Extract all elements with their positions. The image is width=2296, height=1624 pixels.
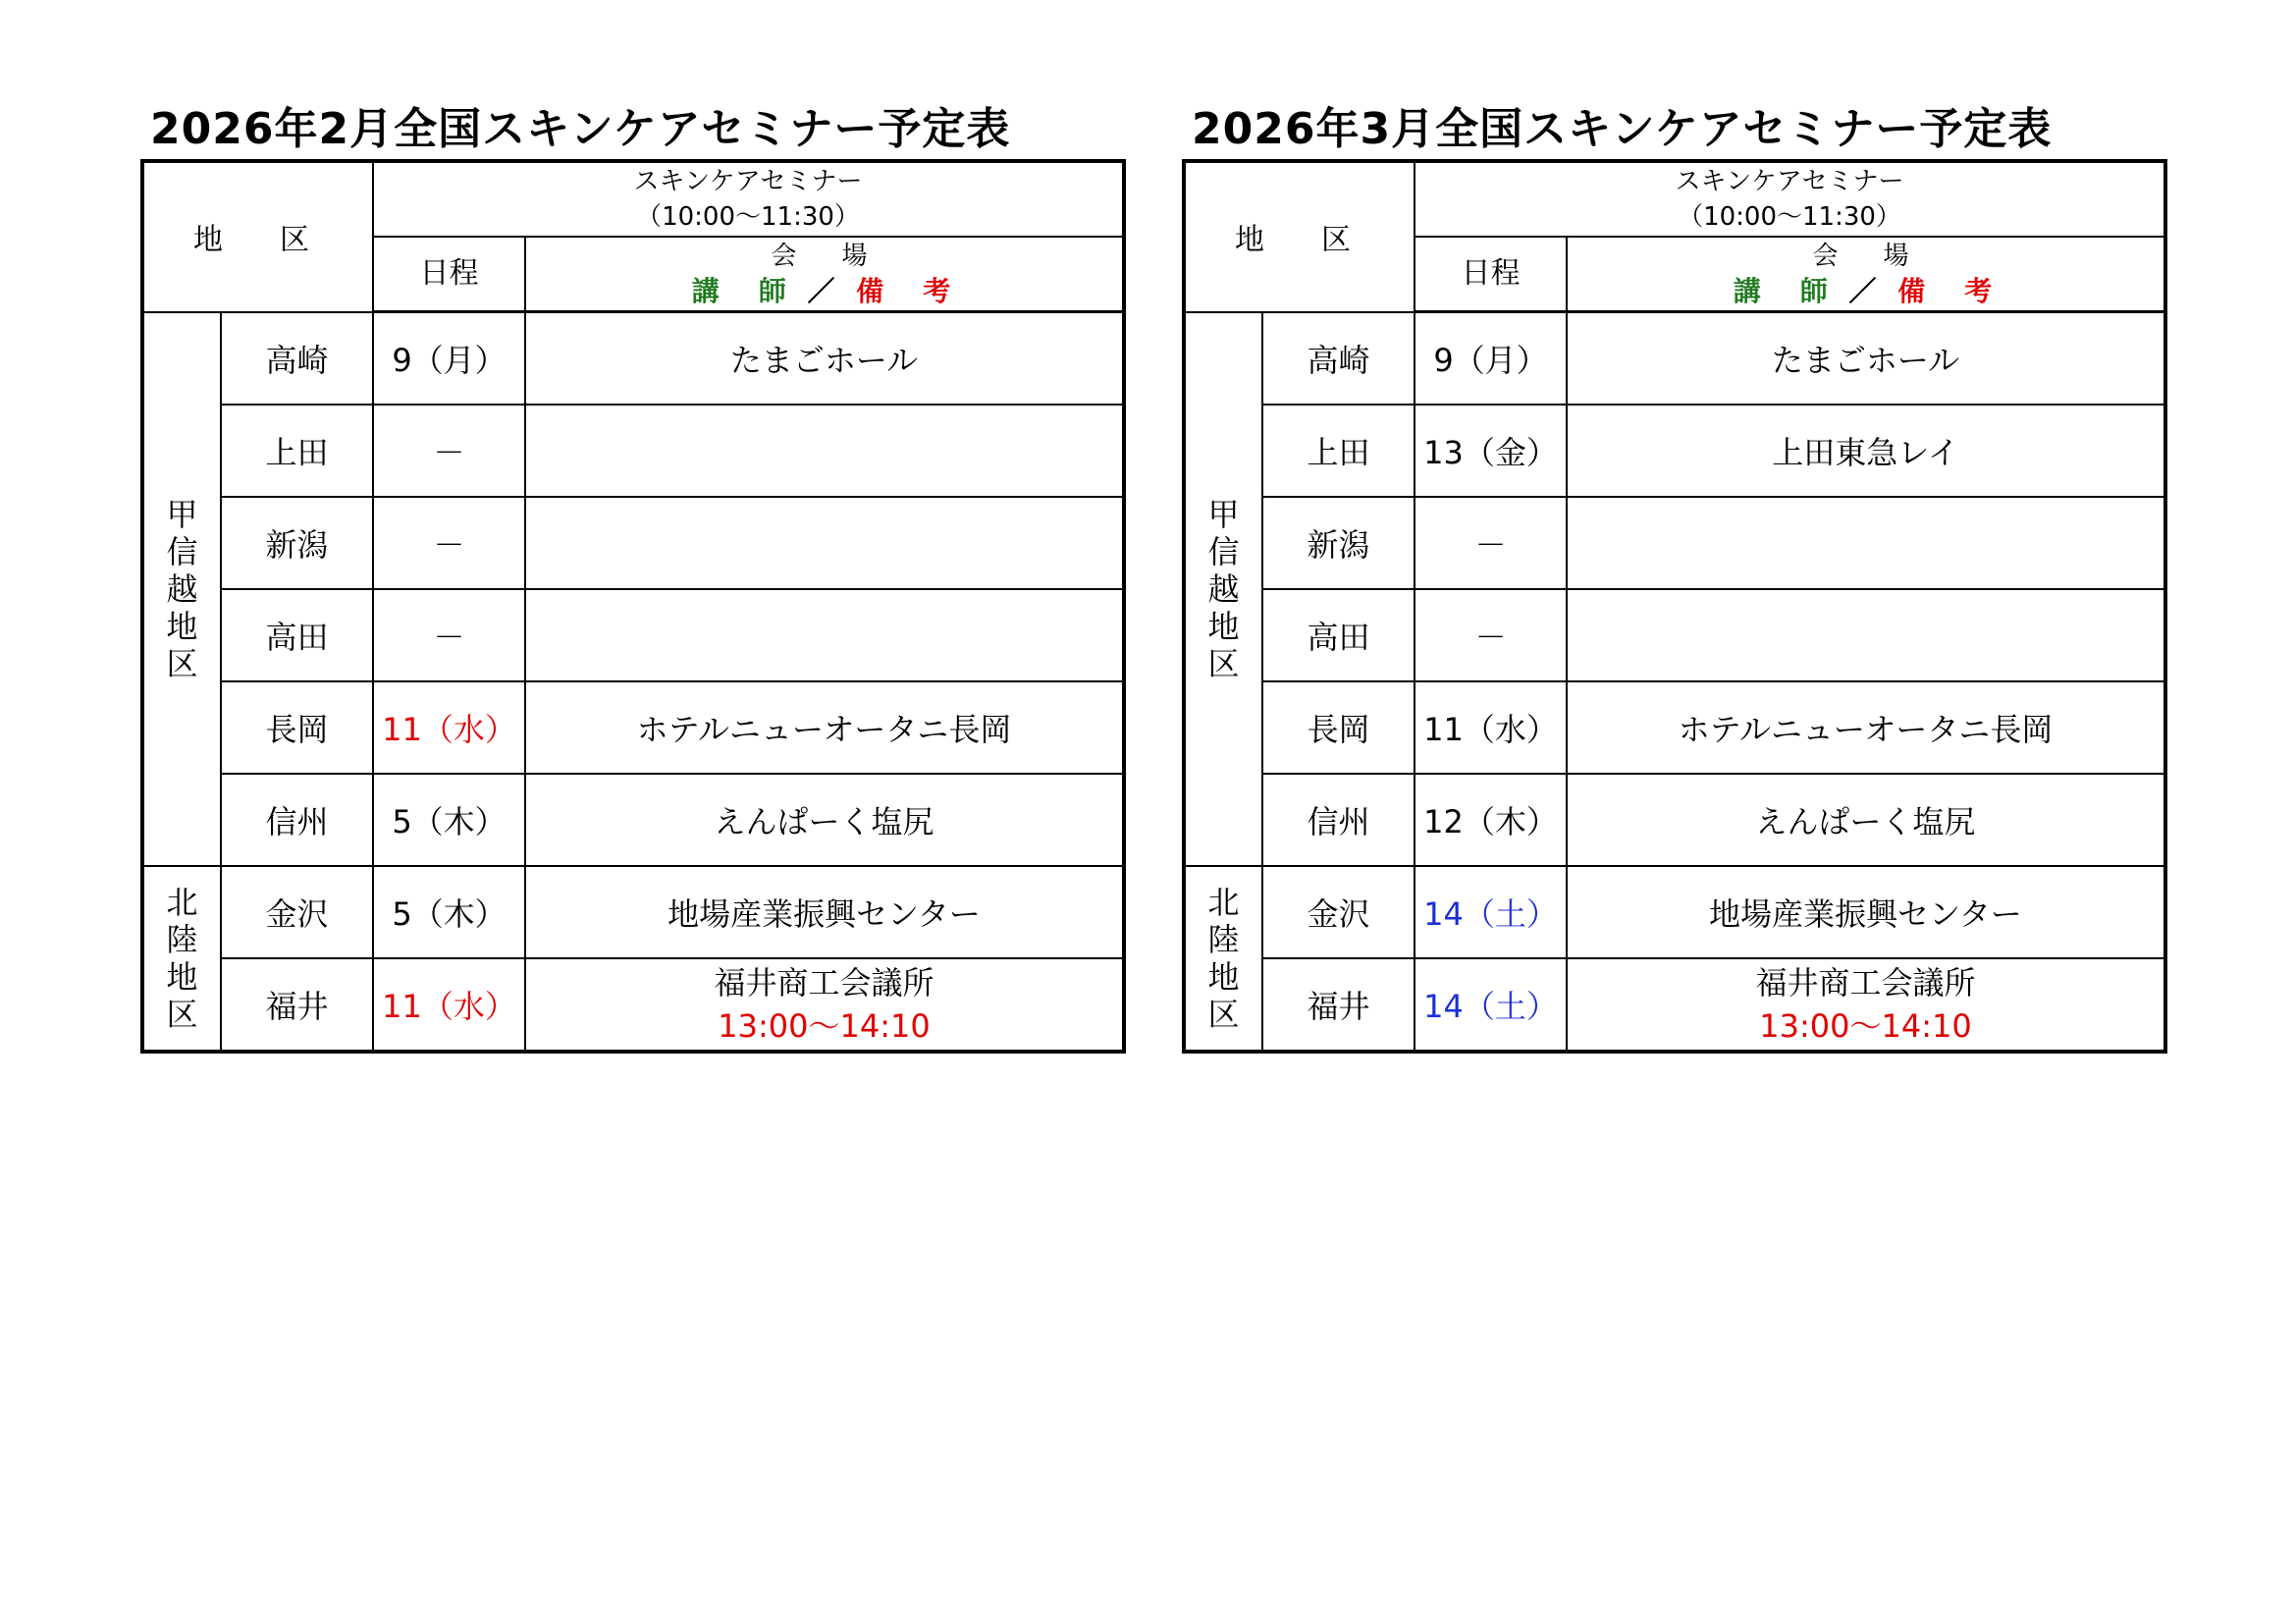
venue-cell: [1567, 589, 2165, 681]
area-cell: 高崎: [1262, 312, 1415, 405]
slash-label: ／: [807, 275, 841, 307]
venue-cell: ホテルニューオータニ長岡: [1567, 681, 2165, 774]
venue-header-label: 会 場: [771, 242, 878, 271]
date-cell: 14（土）: [1415, 958, 1567, 1052]
date-cell: 12（木）: [1415, 774, 1567, 866]
venue-cell: [1567, 958, 2165, 1052]
venue-cell: [525, 958, 1124, 1052]
schedule-table: [1182, 159, 2167, 1054]
schedule-title: 2026年2月全国スキンケアセミナー予定表: [150, 104, 1011, 154]
date-cell: －: [1415, 497, 1567, 589]
venue-cell: [525, 589, 1124, 681]
region-koshinetsu: 甲 信 越 地 区: [1184, 312, 1262, 866]
date-cell: 9（月）: [1415, 312, 1567, 405]
date-header: 日程: [373, 237, 525, 312]
date-cell: 11（水）: [1415, 681, 1567, 774]
region-hokuriku: 北 陸 地 区: [1184, 866, 1262, 1052]
date-header: 日程: [1415, 237, 1567, 312]
area-cell: 信州: [1262, 774, 1415, 866]
date-cell: 11（水）: [373, 958, 525, 1052]
venue-cell: 地場産業振興センター: [525, 866, 1124, 958]
seminar-time: （10:00～11:30）: [1678, 202, 1901, 232]
venue-cell: [1567, 497, 2165, 589]
slash-label: ／: [1848, 275, 1883, 307]
venue-cell: えんぱーく塩尻: [525, 774, 1124, 866]
area-cell: 高田: [1262, 589, 1415, 681]
schedule-table: [140, 159, 1126, 1054]
schedule-title: 2026年3月全国スキンケアセミナー予定表: [1192, 104, 2053, 154]
venue-cell: たまごホール: [1567, 312, 2165, 405]
area-cell: 金沢: [1262, 866, 1415, 958]
lecturer-label: 講 師: [691, 275, 792, 307]
area-cell: 高崎: [221, 312, 373, 405]
region-header: 地 区: [142, 161, 373, 312]
date-cell: －: [373, 405, 525, 497]
date-cell: 5（木）: [373, 774, 525, 866]
notes-label: 備 考: [856, 275, 957, 307]
region-koshinetsu: 甲 信 越 地 区: [142, 312, 221, 866]
venue-header: [1567, 237, 2165, 312]
area-cell: 福井: [1262, 958, 1415, 1052]
area-cell: 金沢: [221, 866, 373, 958]
seminar-name: スキンケアセミナー: [633, 167, 863, 196]
area-cell: 上田: [1262, 405, 1415, 497]
venue-header-label: 会 場: [1812, 242, 1919, 271]
area-cell: 長岡: [221, 681, 373, 774]
venue-cell: 上田東急レイ: [1567, 405, 2165, 497]
area-cell: 長岡: [1262, 681, 1415, 774]
date-cell: 9（月）: [373, 312, 525, 405]
seminar-name: スキンケアセミナー: [1675, 167, 1904, 196]
date-cell: 11（水）: [373, 681, 525, 774]
area-cell: 高田: [221, 589, 373, 681]
date-cell: －: [373, 497, 525, 589]
area-cell: 新潟: [1262, 497, 1415, 589]
date-cell: 14（土）: [1415, 866, 1567, 958]
venue-name: 福井商工会議所: [714, 963, 934, 1001]
area-cell: 上田: [221, 405, 373, 497]
venue-time-note: 13:00～14:10: [1759, 1006, 1972, 1045]
venue-time-note: 13:00～14:10: [718, 1006, 931, 1045]
region-hokuriku: 北 陸 地 区: [142, 866, 221, 1052]
schedule-march: [1182, 100, 2163, 1054]
venue-cell: たまごホール: [525, 312, 1124, 405]
venue-cell: えんぱーく塩尻: [1567, 774, 2165, 866]
date-cell: 5（木）: [373, 866, 525, 958]
date-cell: －: [1415, 589, 1567, 681]
venue-name: 福井商工会議所: [1755, 963, 1976, 1001]
date-cell: 13（金）: [1415, 405, 1567, 497]
venue-cell: 地場産業振興センター: [1567, 866, 2165, 958]
notes-label: 備 考: [1897, 275, 1999, 307]
region-header: 地 区: [1184, 161, 1415, 312]
area-cell: 新潟: [221, 497, 373, 589]
date-cell: －: [373, 589, 525, 681]
area-cell: 信州: [221, 774, 373, 866]
seminar-header: [1415, 161, 2165, 237]
venue-header: [525, 237, 1124, 312]
seminar-time: （10:00～11:30）: [636, 202, 860, 232]
venue-cell: ホテルニューオータニ長岡: [525, 681, 1124, 774]
schedule-february: [140, 100, 1122, 1054]
lecturer-label: 講 師: [1733, 275, 1834, 307]
area-cell: 福井: [221, 958, 373, 1052]
venue-cell: [525, 497, 1124, 589]
seminar-header: [373, 161, 1124, 237]
venue-cell: [525, 405, 1124, 497]
